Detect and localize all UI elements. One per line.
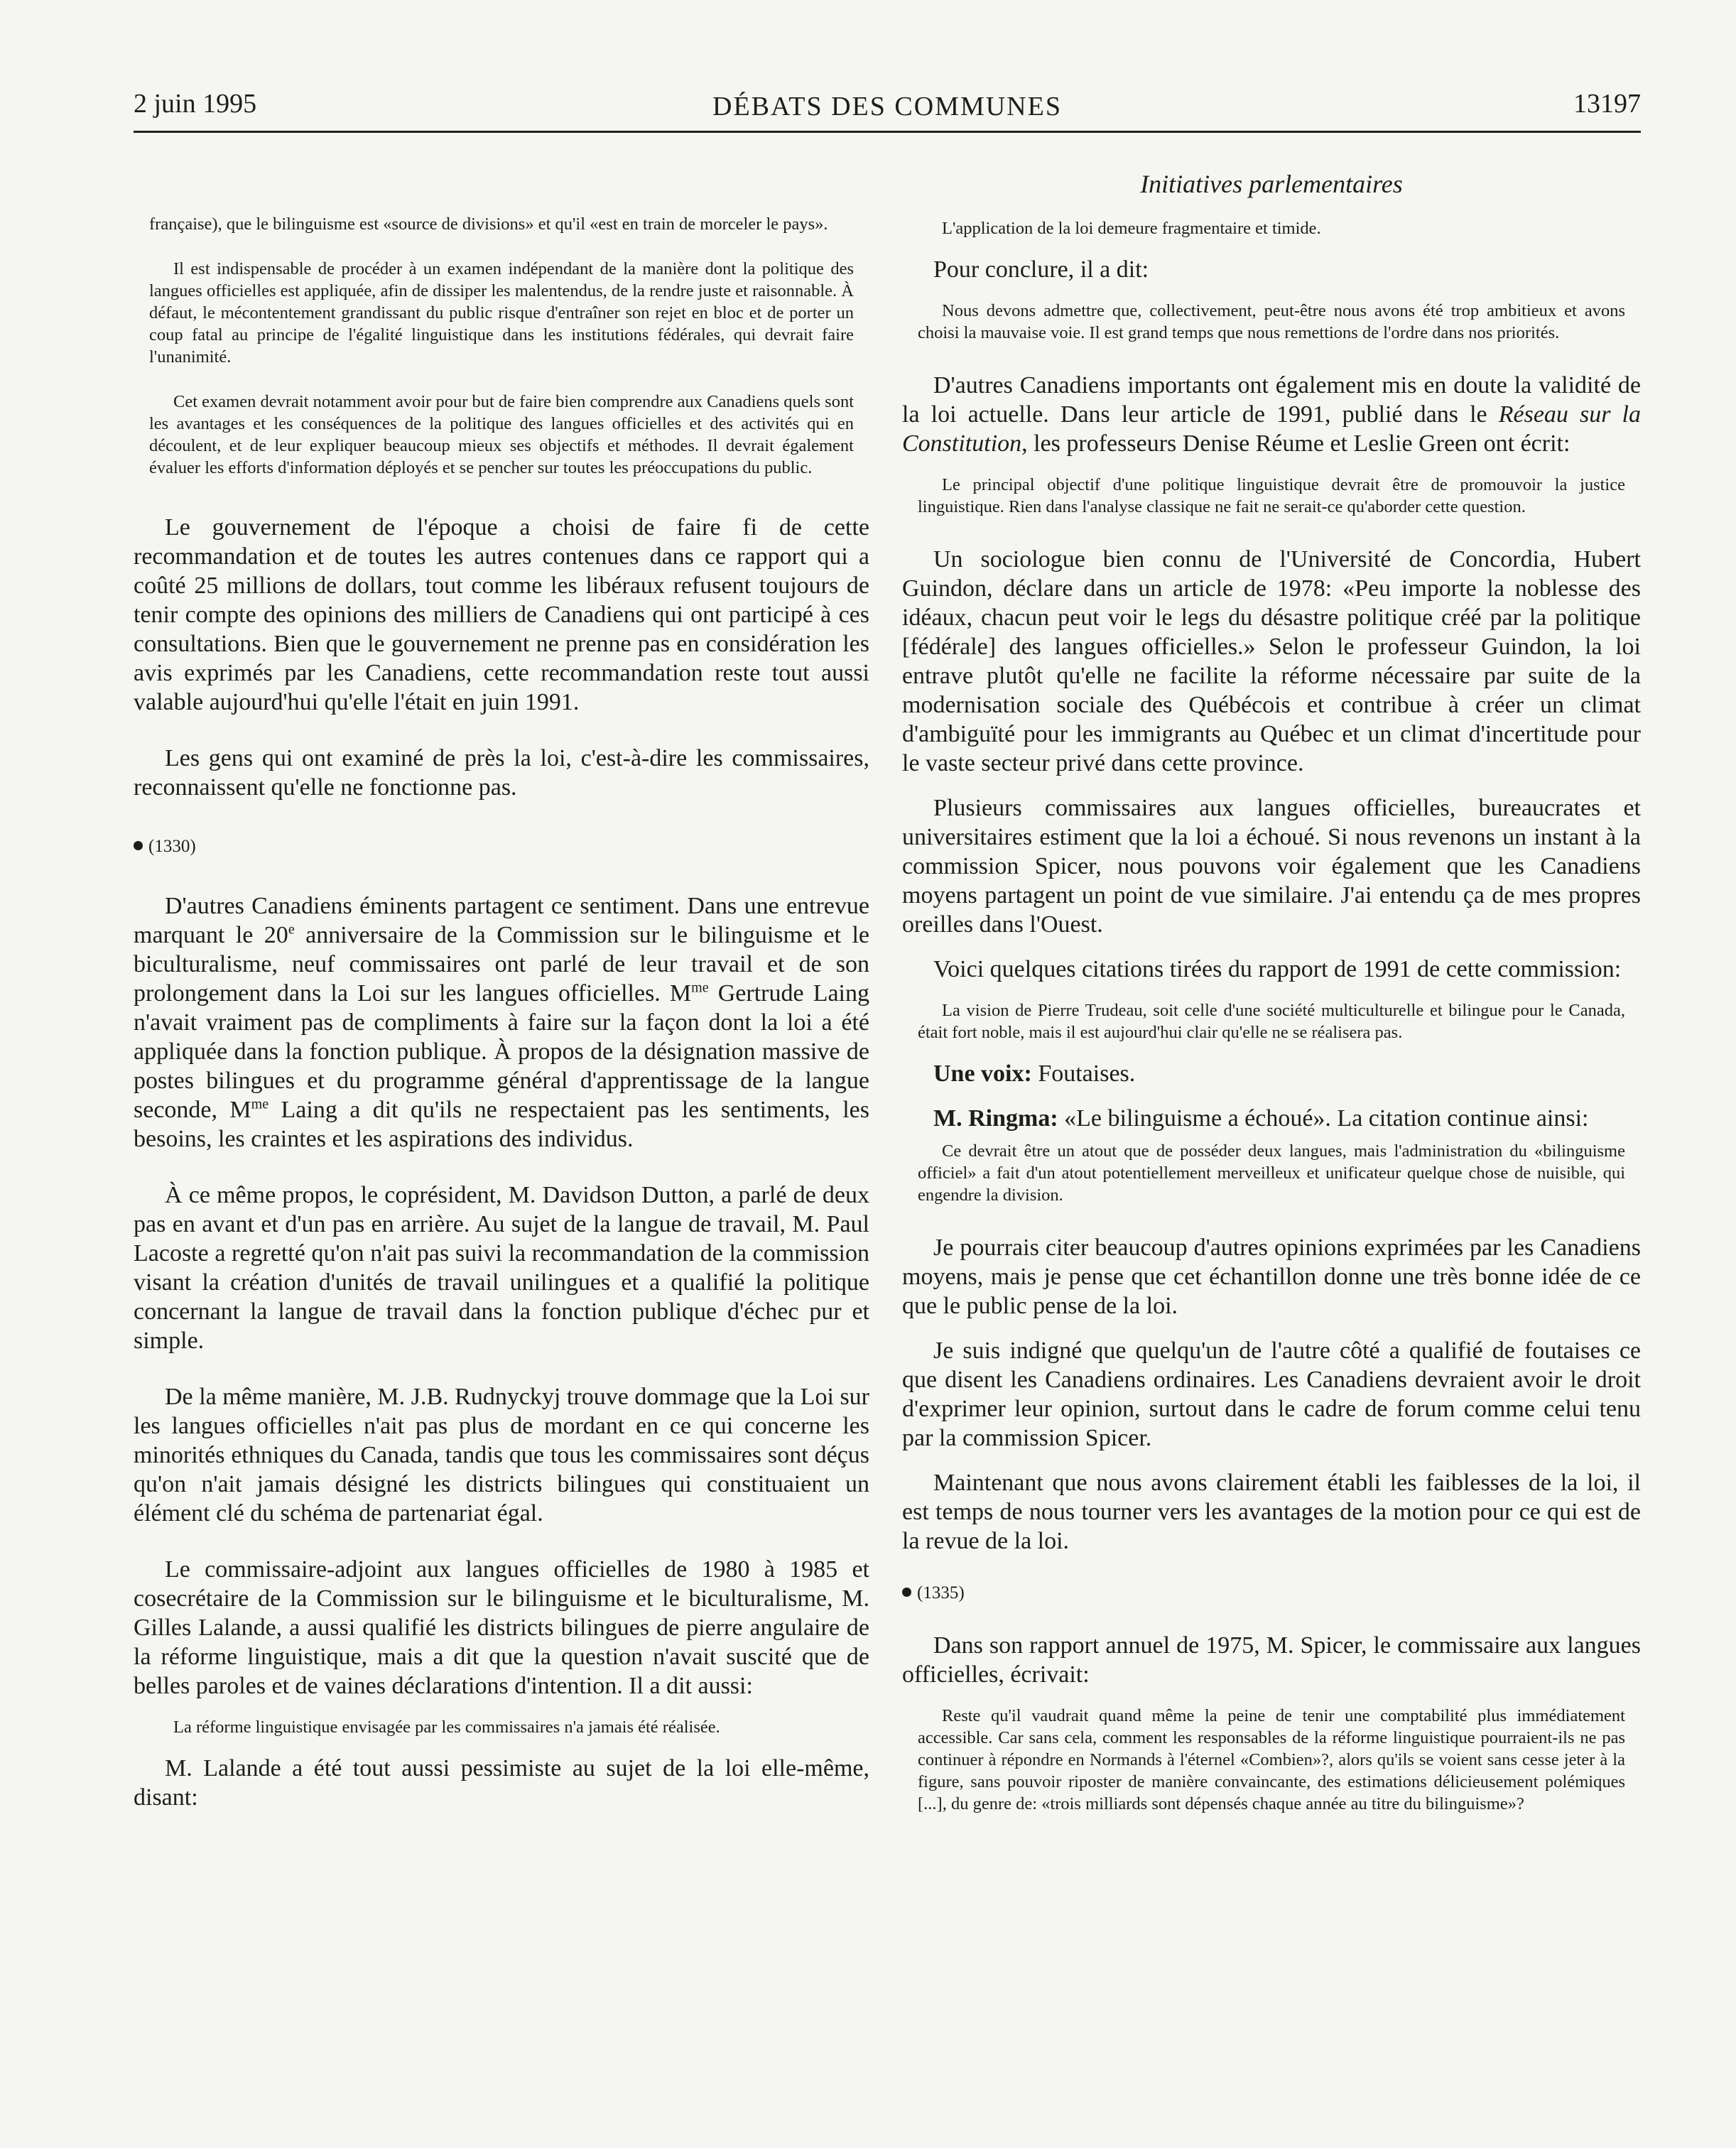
section-title: Initiatives parlementaires bbox=[1140, 170, 1403, 198]
time-marker: (1335) bbox=[902, 1583, 1641, 1604]
paragraph: Le gouvernement de l'époque a choisi de faire fi de cette recommandation et de toutes les autres contenues dans ce rapport qui a coûté 25 millions de dollars, tout comme les libéraux refusent toujours de tenir compte des opinions des milliers de Canadiens qui ont participé à ces consultations. Bien que le gouvernement ne prenne pas en considération les avis exprimés par les Canadiens, cette recommandation reste tout aussi valable aujourd'hui qu'elle l'était en juin 1991. bbox=[134, 514, 869, 715]
paragraph: Voici quelques citations tirées du rapport de 1991 de cette commission: bbox=[933, 956, 1622, 982]
paragraph: Le commissaire-adjoint aux langues officielles de 1980 à 1985 et cosecrétaire de la Commission sur le bilinguisme et le biculturalisme, M. Gilles Lalande, a aussi qualifié les districts bilingues de pierre angulaire de la réforme linguistique, mais a dit que la question n'avait suscité que de belles paroles et de vaines déclarations d'intention. Il a dit aussi: bbox=[134, 1556, 869, 1699]
paragraph: M. Ringma: «Le bilinguisme a échoué». La citation continue ainsi: bbox=[933, 1105, 1589, 1132]
block-quote: Reste qu'il vaudrait quand même la peine de tenir une comptabilité plus immédiatement accessible. Car sans cela, comment les responsables de la réforme linguistique pourraient-ils ne pas continuer à répondre en Normands à l'éternel «Combien»?, alors qu'ils se voient sans cesse jeter à la figure, sans pouvoir riposter de manière convaincante, des estimations délicieusement polémiques [...], du genre de: «trois milliards sont dépensés chaque année au titre du bilinguisme»? bbox=[918, 1706, 1625, 1813]
block-quote: L'application de la loi demeure fragmentaire et timide. bbox=[942, 219, 1321, 238]
paragraph: D'autres Canadiens éminents partagent ce sentiment. Dans une entrevue marquant le 20e anniversaire de la Commission sur le bilinguisme et le biculturalisme, neuf commissaires ont parlé de leur travail et de son prolongement dans la Loi sur les langues officielles. $M^{me}$ Gertrude Laing n'avait vraiment pas de compliments à faire sur la façon dont la loi a été appliquée dans la fonction publique. À propos de la désignation massive de postes bilingues et du programme général d'apprentissage de la langue seconde, $M^{me}$ Laing a dit qu'ils ne respectaient pas les sentiments, les besoins, les craintes et les aspirations des individus. bbox=[134, 893, 870, 1152]
paragraph: Dans son rapport annuel de 1975, M. Spicer, le commissaire aux langues officielles, écrivait: bbox=[902, 1632, 1641, 1688]
paragraph: M. Lalande a été tout aussi pessimiste au sujet de la loi elle-même, disant: bbox=[134, 1755, 869, 1811]
block-quote: française), que le bilinguisme est «source de divisions» et qu'il «est en train de morceler le pays». bbox=[149, 215, 828, 234]
bullet-icon bbox=[134, 841, 143, 850]
right-column bbox=[902, 163, 1641, 1815]
block-quote: La vision de Pierre Trudeau, soit celle d'une société multiculturelle et bilingue pour le Canada, était fort noble, mais il est aujourd'hui clair qu'elle ne se réalisera pas. bbox=[918, 1001, 1625, 1042]
paragraph: À ce même propos, le coprésident, M. Davidson Dutton, a parlé de deux pas en avant et d'un pas en arrière. Au sujet de la langue de travail, M. Paul Lacoste a regretté qu'on n'ait pas suivi la recommandation de la commission visant la création d'unités de travail unilingues et a qualifié la politique concernant la langue de travail dans la fonction publique d'échec pur et simple. bbox=[134, 1182, 869, 1354]
speaker-name: Une voix: bbox=[933, 1061, 1032, 1087]
block-quote: Nous devons admettre que, collectivement, peut-être nous avons été trop ambitieux et avons choisi la mauvaise voie. Il est grand temps que nous remettions de l'ordre dans nos priorités. bbox=[918, 301, 1625, 342]
speaker-name: M. Ringma: bbox=[933, 1105, 1058, 1132]
page-number: 13197 bbox=[1573, 89, 1641, 119]
block-quote: Le principal objectif d'une politique linguistique devrait être de promouvoir la justice linguistique. Rien dans l'analyse classique ne fait ne serait-ce qu'aborder cette question. bbox=[918, 475, 1625, 516]
block-quote: Cet examen devrait notamment avoir pour but de faire bien comprendre aux Canadiens quels sont les avantages et les conséquences de la politique des langues officielles et des activités qui en découlent, et de leur expliquer beaucoup mieux ses objectifs et méthodes. Il devrait également évaluer les efforts d'information déployés et se pencher sur toutes les préoccupations du public. bbox=[149, 392, 854, 477]
paragraph: Pour conclure, il a dit: bbox=[933, 256, 1149, 283]
paragraph: Une voix: Foutaises. bbox=[933, 1061, 1136, 1087]
paragraph: D'autres Canadiens importants ont également mis en doute la validité de la loi actuelle. Dans leur article de 1991, publié dans le Réseau sur la Constitution, les professeurs Denise Réume et Leslie Green ont écrit: bbox=[902, 372, 1642, 457]
paragraph: Un sociologue bien connu de l'Université de Concordia, Hubert Guindon, déclare dans un article de 1978: «Peu importe la noblesse des idéaux, chacun peut voir le legs du désastre politique créé par la politique [fédérale] des langues officielles.» Selon le professeur Guindon, la loi entrave plutôt qu'elle ne facilite la réforme nécessaire par suite de la modernisation sociale des Québécois et contribue à créer un climat d'ambiguïté pour les immigrants au Québec et un climat d'incertitude pour le vaste secteur privé dans cette province. bbox=[902, 546, 1641, 776]
paragraph: Je suis indigné que quelqu'un de l'autre côté a qualifié de foutaises ce que disent les Canadiens ordinaires. Les Canadiens devraient avoir le droit d'exprimer leur opinion, surtout dans le cadre de forum comme celui tenu par la commission Spicer. bbox=[902, 1338, 1641, 1451]
paragraph: Plusieurs commissaires aux langues officielles, bureaucrates et universitaires estiment que la loi a échoué. Si nous revenons un instant à la commission Spicer, nous pouvons voir également que les Canadiens moyens partagent un point de vue similaire. J'ai entendu ça de mes propres oreilles dans l'Ouest. bbox=[902, 795, 1641, 938]
block-quote: Il est indispensable de procéder à un examen indépendant de la manière dont la politique des langues officielles est appliquée, afin de dissiper les malentendus, de la rendre juste et raisonnable. À défaut, le mécontentement grandissant du public risque d'entraîner son rejet en bloc et de porter un coup fatal au principe de l'égalité linguistique dans les institutions fédérales, qui devrait faire l'unanimité. bbox=[149, 259, 854, 367]
publication-title: DÉBATS DES COMMUNES bbox=[712, 92, 1062, 121]
paragraph: Les gens qui ont examiné de près la loi, c'est-à-dire les commissaires, reconnaissent qu'elle ne fonctionne pas. bbox=[134, 745, 869, 801]
paragraph: Je pourrais citer beaucoup d'autres opinions exprimées par les Canadiens moyens, mais je pense que cet échantillon donne une très bonne idée de ce que le public pense de la loi. bbox=[902, 1235, 1641, 1319]
block-quote: La réforme linguistique envisagée par les commissaires n'a jamais été réalisée. bbox=[173, 1718, 720, 1737]
left-column bbox=[134, 213, 869, 1812]
paragraph: Maintenant que nous avons clairement établi les faiblesses de la loi, il est temps de nous tourner vers les avantages de la motion pour ce qui est de la revue de la loi. bbox=[902, 1470, 1641, 1554]
time-marker: (1330) bbox=[134, 836, 869, 857]
paragraph: De la même manière, M. J.B. Rudnyckyj trouve dommage que la Loi sur les langues officielles n'ait pas plus de mordant en ce qui concerne les minorités ethniques du Canada, tandis que tous les commissaires sont déçus qu'on n'ait jamais désigné les districts bilingues qui constituaient un élément clé du schéma de partenariat égal. bbox=[134, 1384, 869, 1526]
page-header bbox=[134, 88, 1641, 133]
bullet-icon bbox=[902, 1588, 911, 1597]
block-quote: Ce devrait être un atout que de posséder deux langues, mais l'administration du «bilinguisme officiel» a fait d'un atout potentiellement merveilleux et unificateur quelque chose de nuisible, qui engendre la division. bbox=[918, 1141, 1625, 1205]
page-date: 2 juin 1995 bbox=[134, 89, 257, 119]
